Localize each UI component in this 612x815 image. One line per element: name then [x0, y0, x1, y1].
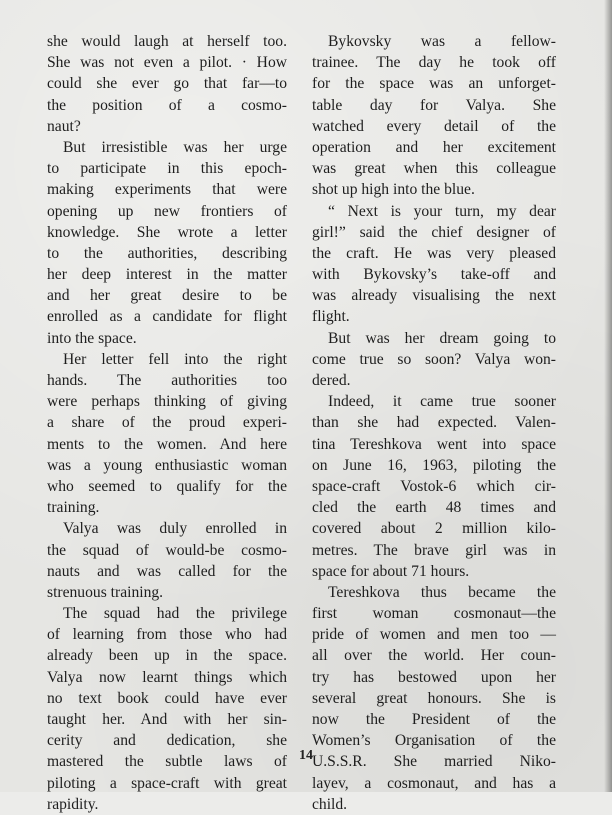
left-text-column	[47, 31, 287, 815]
text-line: on June 16, 1963, piloting the	[312, 456, 556, 474]
text-line: a share of the proud experi-	[47, 414, 287, 432]
text-line: come true so soon? Valya won-	[312, 350, 556, 368]
text-line: But was her dream going to	[328, 329, 556, 347]
text-line: Indeed, it came true sooner	[328, 393, 556, 411]
text-line: now the President of the	[312, 711, 556, 728]
text-line: shot up high into the blue.	[312, 181, 475, 199]
paragraph	[312, 31, 556, 201]
text-line: strenuous training.	[47, 583, 164, 601]
text-line: But irresistible was her urge	[63, 138, 287, 156]
text-line: girl!” said the chief designer of	[312, 223, 556, 241]
text-line: The squad had the privilege	[63, 605, 287, 623]
text-line: watched every detail of the	[312, 117, 556, 135]
text-line: try has bestowed upon her	[312, 668, 556, 686]
text-line: several great honours. She is	[312, 689, 556, 707]
right-text-column	[312, 31, 556, 815]
text-line: into the space.	[47, 329, 137, 347]
text-line: she would laugh at herself too.	[47, 33, 287, 50]
text-line: Tereshkova thus became the	[328, 583, 556, 601]
text-line: tina Tereshkova went into space	[312, 435, 556, 453]
text-line: “ Next is your turn, my dear	[328, 202, 556, 220]
text-line: covered about 2 million kilo-	[312, 520, 556, 538]
text-line: child.	[312, 795, 348, 813]
text-line: making experiments that were	[47, 181, 287, 199]
text-line: first woman cosmonaut—the	[312, 605, 556, 623]
text-line: for the space was an unforget-	[312, 75, 556, 93]
text-line: were perhaps thinking of giving	[47, 393, 287, 411]
text-line: all over the world. Her coun-	[312, 647, 556, 665]
text-line: taught her. And with her sin-	[47, 711, 287, 728]
text-line: piloting a space-craft with great	[47, 774, 287, 792]
text-line: with Bykovsky’s take-off and	[312, 266, 556, 284]
text-line: cerity and dedication, she	[47, 732, 287, 750]
paragraph	[47, 603, 287, 815]
text-line: naut?	[47, 117, 81, 135]
text-line: cled the earth 48 times and	[312, 499, 556, 517]
text-line: space for about 71 hours.	[312, 562, 470, 580]
text-line: nauts and was called for the	[47, 562, 287, 580]
text-line: training.	[47, 499, 100, 517]
text-line: was a young enthusiastic woman	[47, 456, 287, 474]
text-line: no text book could have ever	[47, 689, 287, 707]
text-line: flight.	[312, 308, 350, 326]
text-line: Women’s Organisation of the	[312, 732, 556, 750]
paragraph	[47, 137, 287, 349]
text-line: dered.	[312, 372, 351, 389]
paragraph	[312, 328, 556, 392]
text-line: rapidity.	[47, 795, 99, 813]
text-line: knowledge. She wrote a letter	[47, 223, 287, 241]
text-line: of learning from those who had	[47, 626, 287, 644]
text-line: the position of a cosmo-	[47, 96, 287, 114]
text-line: already been up in the space.	[47, 647, 287, 665]
text-line: pride of women and men too —	[312, 626, 556, 644]
text-line: was great when this colleague	[312, 160, 556, 178]
text-line: could she ever go that far—to	[47, 75, 287, 93]
text-line: ments to the women. And here	[47, 435, 287, 453]
text-line: her deep interest in the matter	[47, 266, 287, 284]
text-line: opening up new frontiers of	[47, 202, 287, 220]
text-line: and her great desire to be	[47, 287, 287, 305]
text-line: U.S.S.R. She married Niko-	[312, 753, 556, 771]
paragraph	[312, 391, 556, 582]
paragraph	[312, 582, 556, 815]
text-line: the craft. He was very pleased	[312, 244, 556, 262]
text-line: enrolled as a candidate for flight	[47, 308, 287, 326]
text-line: the squad of would-be cosmo-	[47, 541, 287, 559]
text-line: hands. The authorities too	[47, 372, 287, 389]
text-line: trainee. The day he took off	[312, 54, 556, 72]
page-number: 14	[299, 748, 313, 763]
page-edge-shadow	[604, 0, 612, 792]
text-line: metres. The brave girl was in	[312, 541, 556, 559]
paragraph	[47, 349, 287, 519]
text-line: Valya was duly enrolled in	[63, 520, 287, 538]
paragraph	[312, 201, 556, 328]
text-line: to participate in this epoch-	[47, 160, 287, 178]
text-line: was already visualising the next	[312, 287, 556, 305]
text-line: operation and her excitement	[312, 138, 556, 156]
text-line: mastered the subtle laws of	[47, 753, 287, 771]
paragraph	[47, 31, 287, 137]
text-line: than she had expected. Valen-	[312, 414, 556, 432]
text-line: Valya now learnt things which	[47, 668, 287, 686]
text-line: layev, a cosmonaut, and has a	[312, 774, 556, 792]
text-line: space-craft Vostok-6 which cir-	[312, 477, 556, 495]
text-line: She was not even a pilot. · How	[47, 54, 287, 72]
text-line: to the authorities, describing	[47, 244, 287, 262]
text-line: Her letter fell into the right	[63, 350, 287, 368]
text-line: table day for Valya. She	[312, 96, 556, 114]
paragraph	[47, 518, 287, 603]
text-line: Bykovsky was a fellow-	[328, 33, 556, 50]
text-line: who seemed to qualify for the	[47, 477, 287, 495]
